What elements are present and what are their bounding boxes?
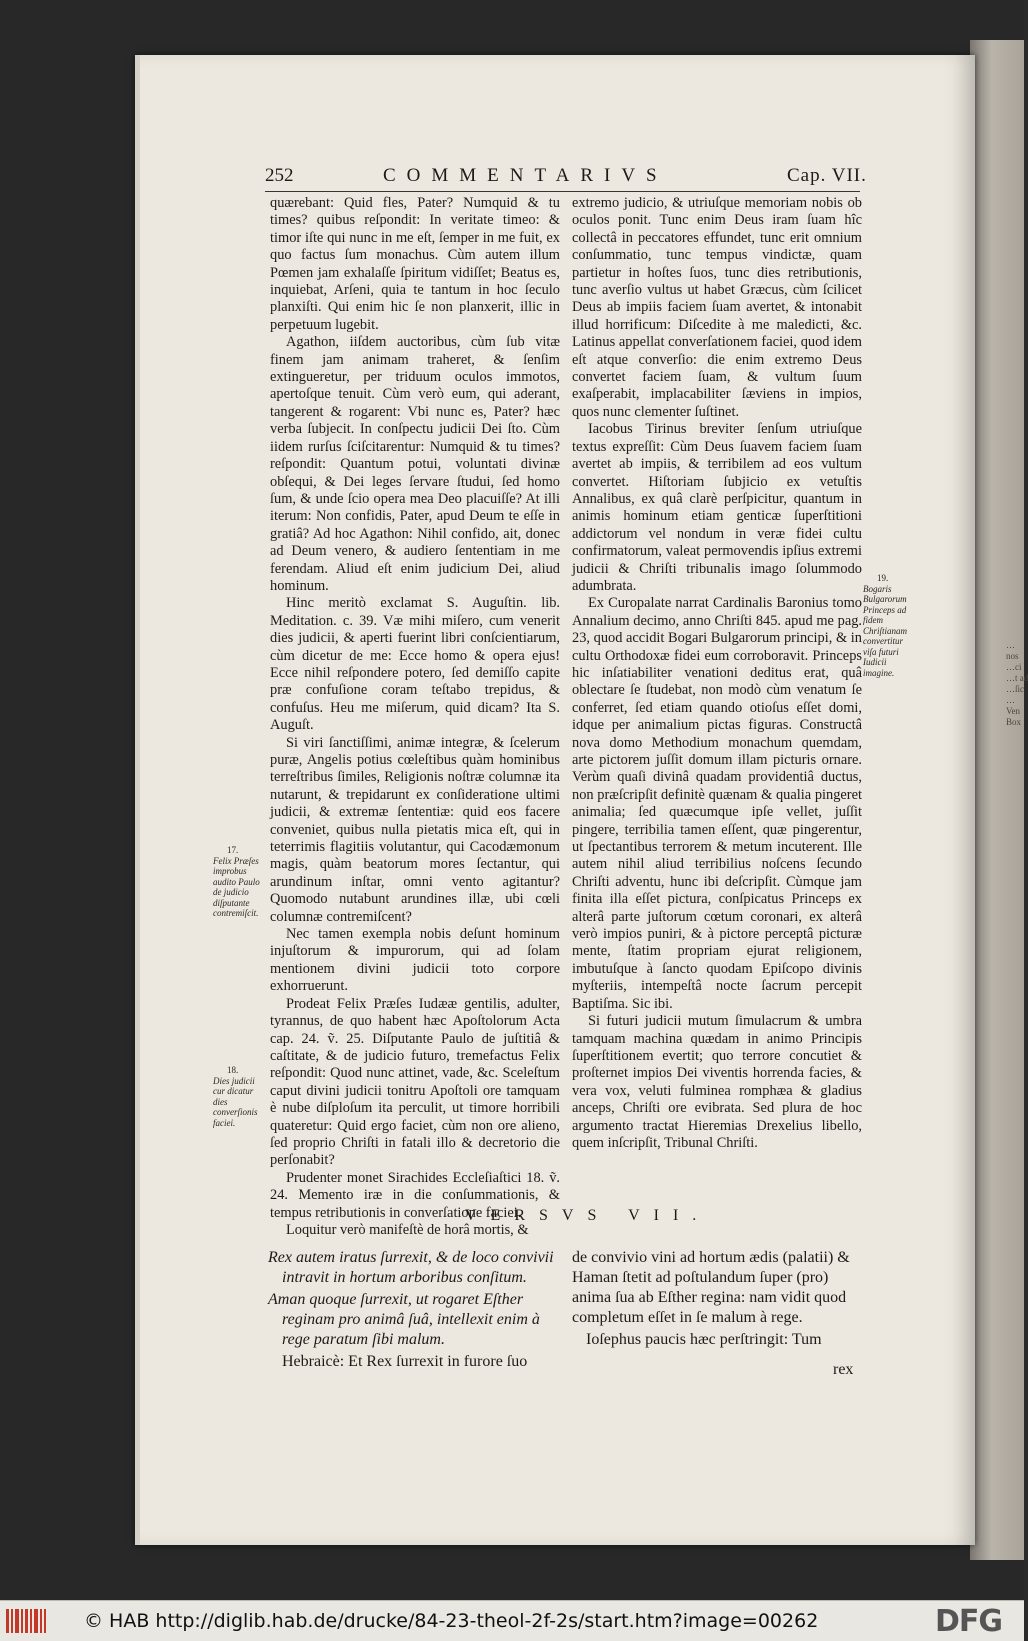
copyright-url-link[interactable]: © HAB http://diglib.hab.de/drucke/84-23-theol-2f-2s/start.htm?image=00262 — [84, 1610, 819, 1632]
chapter-label: Cap. VII. — [787, 165, 867, 186]
margin-note-text: Bogaris Bulgarorum Princeps ad fidem Chriſtianam convertitur viſa futuri Iudicii imagine. — [863, 583, 908, 678]
verse-right-column — [572, 1248, 862, 1352]
paragraph: quærebant: Quid fles, Pater? Numquid & tu times? quibus reſpondit: In veritate timeo: & timor iſte qui nunc in me eſt, ſemper in me fuit, ex quo factus ſum monachus. Cùm autem illum Pœmen jam exhalaſſe ſpiritum vidiſſet; Beatus es, inquiebat, Arſeni, quia te tantum in hoc ſeculo planxiſti. Qui enim hic ſe non planxerit, illic in perpetuum lugebit. — [270, 195, 560, 333]
paragraph: Iacobus Tirinus breviter ſenſum utriuſque textus expreſſit: Cùm Deus ſuavem faciem ſuam avertet ab impiis, & terribilem ad eos vultum convertet. Hiſtoriam ſubjicio ex vetuſtis Annalibus, ex quâ clarè perſpicitur, quantum in animis hominum etiam genticæ ſuperſtitioni addictorum vel nondum in veræ fidei cultu confirmatorum, valeat permovendis ipſius extremi judicii & Chriſti tribunalis imago ſolummodo adumbrata. — [572, 421, 862, 594]
next-page-edge — [970, 40, 1028, 1560]
verse-left-column — [268, 1248, 558, 1374]
margin-note-text: Felix Præſes improbus audito Paulo de judicio diſputante contremiſcit. — [213, 855, 260, 918]
verse-text: Rex autem iratus ſurrexit, & de loco convivii intravit in hortum arboribus conſitum. — [268, 1249, 554, 1286]
running-title: COMMENTARIVS — [383, 165, 668, 186]
margin-note-number: 18. — [227, 1065, 239, 1075]
margin-note-number: 17. — [227, 845, 239, 855]
margin-note-text: Dies judicii cur dicatur dies converſionis faciei. — [213, 1075, 258, 1128]
paragraph: Si viri ſanctiſſimi, animæ integræ, & ſcelerum puræ, Angelis potius cœleſtibus quàm hominibus terreſtribus ſimiles, Religionis noſtræ columnæ ita nutarunt, & trepidarunt ex conſideratione ultimi judicii, & extremæ ſententiæ: quid eos facere conveniet, quibus nulla pietatis mica eſt, qui in teterrimis flagitiis volutantur, qui Cacodæmonum magis, quàm beatorum mores ſectantur, qui arundinum inſtar, omni vento agitantur? Quomodo nutabunt arundines illæ, ubi cœli columnæ contremiſcent? — [270, 734, 560, 925]
left-text-column — [270, 195, 560, 1239]
margin-note-number: 19. — [877, 573, 889, 583]
margin-note — [863, 573, 909, 678]
paragraph: extremo judicio, & utriuſque memoriam nobis ob oculos ponit. Tunc enim Deus iram ſuam hîc collectâ in peccatores effundet, tunc erit omnium conſummatio, tunc tempus vindictæ, quam partietur in hoſtes ſuos, tunc dies retributionis, tunc averſio vultus ut habet Græcus, cùm ſcilicet Deus ab impiis faciem ſuam avertet, & intonabit illud horrificum: Diſcedite à me maledicti, &c. Latinus appellat converſationem faciei, quod idem eſt atque converſio: die enim extremo Deus convertet faciem ſuam, & vultum ſuum exaſperabit, implacabiliter ſæviens in impios, quos nunc clementer ſuſtinet. — [572, 195, 862, 420]
next-page-fragment: … nos …ci …t ad …ſic … Ven Box — [1006, 640, 1028, 727]
book-page — [135, 55, 975, 1545]
footer-bar — [0, 1600, 1024, 1641]
paragraph: Hinc meritò exclamat S. Auguſtin. lib. Meditation. c. 39. Væ mihi miſero, cum venerit dies judicii, & aperti fuerint libri conſcientiarum, cùm dicetur de me: Ecce homo & opera ejus! Ecce nihil reſpondere potero, ſed demiſſo capite præ confuſione coram teſtabo trepidus, & confuſus. Heu me miſerum, quid dicam? Ita S. Auguſt. — [270, 595, 560, 734]
paragraph: Loquitur verò manifeſtè de horâ mortis, & — [286, 1221, 529, 1238]
paragraph: Si futuri judicii mutum ſimulacrum & umbra tamquam machina quædam in animo Principis ſuperſtitionem evertit; quo terrore concutiet & proſternet impios Dei viventis horrenda facies, & vera vox, veluti fulminea romphæa & gladius anceps, Chriſti ore evibrata. Sed plura de hoc argumento tractat Hieremias Drexelius libello, quem inſcripſit, Tribunal Chriſti. — [572, 1013, 862, 1151]
barcode-icon — [6, 1609, 46, 1633]
paragraph: Prodeat Felix Præſes Iudææ gentilis, adulter, tyrannus, de quo habent hæc Apoſtolorum Acta cap. 24. ṽ. 25. Diſputante Paulo de juſtitiâ & caſtitate, & de judicio futuro, tremefactus Felix reſpondit: Quod nunc attinet, vade, &c. Sceleſtum caput divini judicii tonitru Apoſtoli ore tamquam è nube diſploſum ita perculit, ut timore horribili quateretur: Quid ergo faciet, cùm non ore alieno, ſed proprio Chriſti in fatali illo & decretorio die perſonabit? — [270, 995, 560, 1169]
page-number: 252 — [265, 165, 294, 186]
paragraph: Ex Curopalate narrat Cardinalis Baronius tomo Annalium decimo, anno Chriſti 845. apud me pag. 23, quod accidit Bogari Bulgarorum principi, & in cultu Orthodoxæ fidei eum corroboravit. Princeps hic inſatiabiliter venationi deditus erat, quâ oblectare ſe ſtudebat, non modò cùm venatum ſe conferret, ſed etiam quando otioſus eſſet domi, idque per animalium pictas figuras. Constructâ nova domo Methodium monachum quemdam, arte pictorem juſſit domum illam picturis ornare. Verùm quaſi divinâ quadam providentiâ ductus, non præſcripſit definitè quænam & qualia pingeret animalia; ſed quæcumque ipſe vellet, juſſit pingere, terribilia tamen eſſent, quæ pingerentur, ut ſpectantibus terrorem & metum incuterent. Ille autem nihil aliud terribilius noſcens ſecundo Chriſti adventu, hunc ibi deſcripſit. Cùmque jam finita illa eſſet pictura, conſpicatus Princeps ex alterâ parte juſtorum cœtum coronari, ex alterâ verò impios puniri, & à pictore perceptâ picturæ mente, ſtatim propriam ejurat religionem, imbutuſque à ſancto quodam Epiſcopo divinis myſteriis, intempeſtâ nocte ſacrum percepit Baptiſma. Sic ibi. — [572, 595, 862, 1012]
verse-text: Aman quoque ſurrexit, ut rogaret Eſther reginam pro animâ ſuâ, intellexit enim à rege paratum ſibi malum. — [268, 1291, 540, 1348]
paragraph: Agathon, iiſdem auctoribus, cùm ſub vitæ finem jam animam traheret, & ſenſim extingueretur, per triduum oculos immotos, apertoſque tenuit. Cùm verò eum, qui aderant, tangerent & rogarent: Vbi nunc es, Pater? hæc verba ſubjecit. In conſpectu judicii Dei ſto. Cùm iidem rurſus ſciſcitarentur: Numquid & tu times? reſpondit: Quantum potui, voluntati divinæ obſequi, & Dei leges ſervare ſtudui, ſed homo ſum, & unde ſcio opera mea Deo placuiſſe? At illi iterum: Non confidis, Pater, apud Deum te eſſe in gratiâ? Ad hoc Agathon: Nihil confido, ait, donec ad Deum venero, & audiero ſententiam in me ferendam. Aliud eſt enim judicium Dei, aliud hominum. — [270, 334, 560, 594]
paragraph: Nec tamen exempla nobis deſunt hominum injuſtorum & impurorum, qui ad ſolam mentionem divini judicii toto corpore exhorruerunt. — [270, 926, 560, 995]
verse-text: Hebraicè: Et Rex ſurrexit in furore ſuo — [282, 1353, 528, 1370]
right-text-column — [572, 195, 862, 1152]
dfg-logo: DFG — [935, 1604, 1003, 1639]
margin-note — [213, 1065, 265, 1128]
header-rule — [265, 191, 860, 192]
margin-note — [213, 845, 265, 919]
verse-text: Ioſephus paucis hæc perſtringit: Tum — [586, 1331, 822, 1348]
verse-heading: VERSVS VII. — [465, 1207, 711, 1224]
paragraph: Prudenter monet Sirachides Eccleſiaſtici 18. ṽ. 24. Memento iræ in die conſummationis, & tempus retributionis in converſatione faciei. — [270, 1169, 560, 1221]
catch-word: rex — [833, 1361, 854, 1378]
verse-text: de convivio vini ad hortum ædis (palatii) & Haman ſtetit ad poſtulandum ſuper (pro) anima ſua ab Eſther regina: nam vidit quod completum eſſet in ſe malum à rege. — [572, 1249, 850, 1326]
page-gutter — [135, 55, 140, 1545]
